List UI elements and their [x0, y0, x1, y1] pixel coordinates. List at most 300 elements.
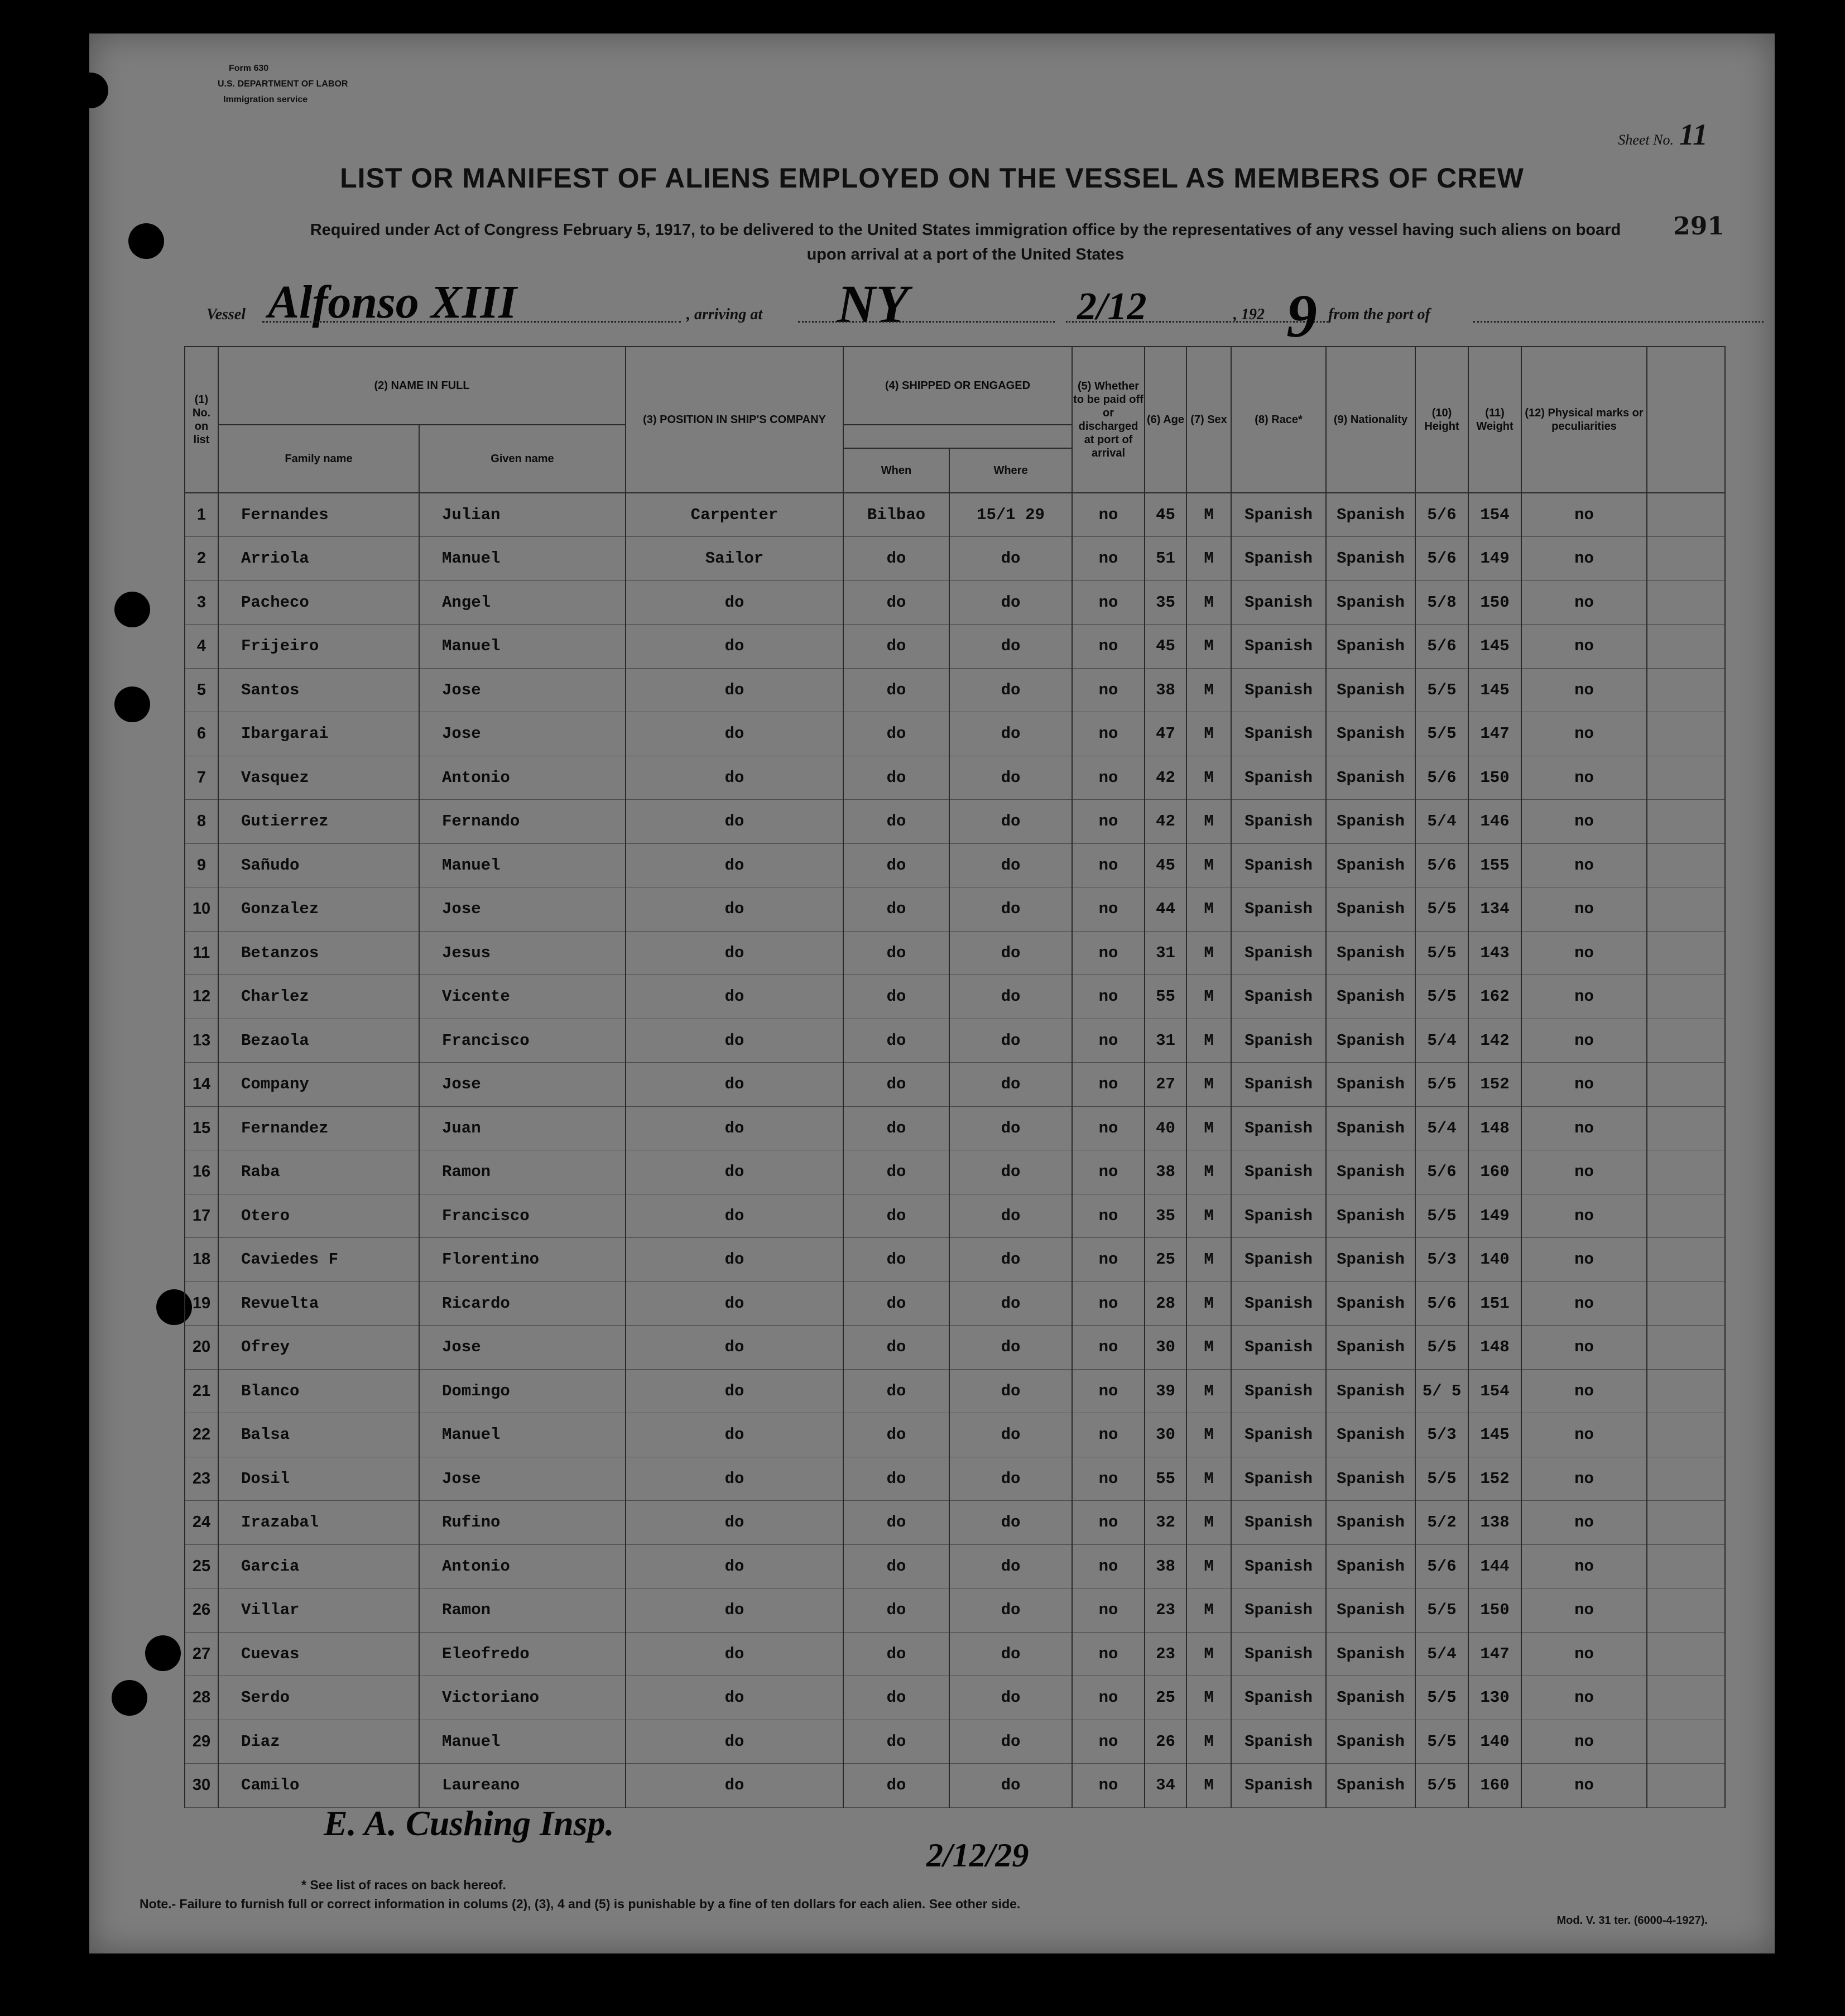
- shipped-where: do: [949, 1632, 1072, 1676]
- family-name: Ibargarai: [218, 712, 419, 756]
- position: do: [626, 1019, 843, 1063]
- shipped-where: do: [949, 800, 1072, 844]
- col-family-name: Family name: [218, 425, 419, 493]
- row-number: 7: [185, 756, 218, 800]
- height: 5/5: [1415, 931, 1468, 975]
- age: 32: [1145, 1501, 1186, 1545]
- blank-cell: [1647, 668, 1725, 712]
- page-title: LIST OR MANIFEST OF ALIENS EMPLOYED ON THE VESSEL AS MEMBERS OF CREW: [340, 162, 1524, 194]
- shipped-when: do: [843, 1720, 949, 1764]
- family-name: Company: [218, 1063, 419, 1107]
- family-name: Diaz: [218, 1720, 419, 1764]
- paid-off: no: [1072, 712, 1145, 756]
- footnote-races: * See list of races on back hereof.: [301, 1878, 506, 1892]
- col-race: (8) Race*: [1231, 347, 1326, 493]
- table-row: [185, 1063, 1725, 1107]
- height: 5/5: [1415, 712, 1468, 756]
- paid-off: no: [1072, 1238, 1145, 1282]
- age: 51: [1145, 537, 1186, 581]
- race: Spanish: [1231, 1150, 1326, 1194]
- height: 5/6: [1415, 1150, 1468, 1194]
- col-name: (2) NAME IN FULL: [218, 347, 626, 425]
- race: Spanish: [1231, 1281, 1326, 1326]
- physical-marks: no: [1521, 712, 1647, 756]
- shipped-where: do: [949, 1281, 1072, 1326]
- age: 28: [1145, 1281, 1186, 1326]
- col-height: (10) Height: [1415, 347, 1468, 493]
- nationality: Spanish: [1326, 580, 1415, 625]
- race: Spanish: [1231, 843, 1326, 887]
- height: 5/ 5: [1415, 1369, 1468, 1413]
- sex: M: [1186, 625, 1231, 669]
- shipped-where: do: [949, 1501, 1072, 1545]
- paid-off: no: [1072, 537, 1145, 581]
- shipped-when: do: [843, 1150, 949, 1194]
- col-paid-off: (5) Whether to be paid off or discharged at port of arrival: [1072, 347, 1145, 493]
- row-number: 12: [185, 975, 218, 1019]
- blank-cell: [1647, 1501, 1725, 1545]
- physical-marks: no: [1521, 1369, 1647, 1413]
- blank-cell: [1647, 1326, 1725, 1370]
- family-name: Charlez: [218, 975, 419, 1019]
- race: Spanish: [1231, 712, 1326, 756]
- nationality: Spanish: [1326, 712, 1415, 756]
- age: 55: [1145, 1457, 1186, 1501]
- sex: M: [1186, 1720, 1231, 1764]
- age: 45: [1145, 843, 1186, 887]
- family-name: Otero: [218, 1194, 419, 1238]
- col-when: When: [843, 448, 949, 493]
- shipped-when: do: [843, 843, 949, 887]
- given-name: Ramon: [419, 1150, 626, 1194]
- nationality: Spanish: [1326, 625, 1415, 669]
- age: 55: [1145, 975, 1186, 1019]
- race: Spanish: [1231, 1194, 1326, 1238]
- nationality: Spanish: [1326, 1326, 1415, 1370]
- shipped-when: do: [843, 625, 949, 669]
- physical-marks: no: [1521, 843, 1647, 887]
- race: Spanish: [1231, 1588, 1326, 1633]
- blank-cell: [1647, 1588, 1725, 1633]
- position: do: [626, 931, 843, 975]
- weight: 142: [1468, 1019, 1521, 1063]
- footnote-penalty: Note.- Failure to furnish full or correct information in colums (2), (3), 4 and (5) is punishable by a fine of ten dollars for each alien. See other side.: [140, 1897, 1021, 1911]
- sex: M: [1186, 1238, 1231, 1282]
- given-name: Antonio: [419, 1544, 626, 1588]
- sex: M: [1186, 1063, 1231, 1107]
- given-name: Julian: [419, 493, 626, 537]
- weight: 152: [1468, 1457, 1521, 1501]
- row-number: 4: [185, 625, 218, 669]
- blank-cell: [1647, 1413, 1725, 1457]
- family-name: Sañudo: [218, 843, 419, 887]
- row-number: 21: [185, 1369, 218, 1413]
- position: do: [626, 668, 843, 712]
- paid-off: no: [1072, 580, 1145, 625]
- row-number: 5: [185, 668, 218, 712]
- shipped-where: do: [949, 1413, 1072, 1457]
- nationality: Spanish: [1326, 1106, 1415, 1150]
- race: Spanish: [1231, 1326, 1326, 1370]
- family-name: Dosil: [218, 1457, 419, 1501]
- shipped-when: do: [843, 931, 949, 975]
- shipped-when: do: [843, 668, 949, 712]
- race: Spanish: [1231, 1544, 1326, 1588]
- vessel-name: Alfonso XIII: [268, 276, 517, 328]
- sex: M: [1186, 668, 1231, 712]
- age: 31: [1145, 1019, 1186, 1063]
- given-name: Ramon: [419, 1588, 626, 1633]
- row-number: 25: [185, 1544, 218, 1588]
- weight: 151: [1468, 1281, 1521, 1326]
- position: do: [626, 1632, 843, 1676]
- paid-off: no: [1072, 1457, 1145, 1501]
- physical-marks: no: [1521, 1720, 1647, 1764]
- row-number: 28: [185, 1676, 218, 1720]
- row-number: 2: [185, 537, 218, 581]
- signature-date: 2/12/29: [926, 1837, 1029, 1874]
- paid-off: no: [1072, 1720, 1145, 1764]
- table-row: [185, 931, 1725, 975]
- race: Spanish: [1231, 1457, 1326, 1501]
- position: do: [626, 800, 843, 844]
- age: 31: [1145, 931, 1186, 975]
- sex: M: [1186, 580, 1231, 625]
- age: 35: [1145, 580, 1186, 625]
- race: Spanish: [1231, 1019, 1326, 1063]
- family-name: Fernandes: [218, 493, 419, 537]
- punch-hole: [114, 687, 150, 722]
- nationality: Spanish: [1326, 1764, 1415, 1808]
- age: 42: [1145, 800, 1186, 844]
- position: do: [626, 1326, 843, 1370]
- height: 5/2: [1415, 1501, 1468, 1545]
- table-row: [185, 1544, 1725, 1588]
- col-blank: [1647, 347, 1725, 493]
- sex: M: [1186, 887, 1231, 932]
- age: 45: [1145, 493, 1186, 537]
- physical-marks: no: [1521, 975, 1647, 1019]
- weight: 154: [1468, 1369, 1521, 1413]
- weight: 145: [1468, 1413, 1521, 1457]
- paid-off: no: [1072, 625, 1145, 669]
- race: Spanish: [1231, 537, 1326, 581]
- given-name: Manuel: [419, 1720, 626, 1764]
- table-row: [185, 887, 1725, 932]
- physical-marks: no: [1521, 1326, 1647, 1370]
- paid-off: no: [1072, 975, 1145, 1019]
- year-digit: 9: [1286, 282, 1317, 350]
- row-number: 6: [185, 712, 218, 756]
- shipped-where: do: [949, 625, 1072, 669]
- race: Spanish: [1231, 975, 1326, 1019]
- physical-marks: no: [1521, 1194, 1647, 1238]
- position: do: [626, 1281, 843, 1326]
- height: 5/4: [1415, 1106, 1468, 1150]
- row-number: 30: [185, 1764, 218, 1808]
- shipped-where: 15/1 29: [949, 493, 1072, 537]
- paid-off: no: [1072, 800, 1145, 844]
- col-shipped: (4) SHIPPED OR ENGAGED: [843, 347, 1072, 425]
- shipped-where: do: [949, 843, 1072, 887]
- weight: 140: [1468, 1238, 1521, 1282]
- table-row: [185, 1457, 1725, 1501]
- footnote: [140, 1875, 1020, 1913]
- age: 42: [1145, 756, 1186, 800]
- paid-off: no: [1072, 1588, 1145, 1633]
- position: Carpenter: [626, 493, 843, 537]
- shipped-where: do: [949, 1106, 1072, 1150]
- shipped-when: do: [843, 1194, 949, 1238]
- sex: M: [1186, 843, 1231, 887]
- given-name: Manuel: [419, 625, 626, 669]
- shipped-when: do: [843, 1588, 949, 1633]
- family-name: Raba: [218, 1150, 419, 1194]
- height: 5/4: [1415, 800, 1468, 844]
- position: do: [626, 843, 843, 887]
- department-name: U.S. DEPARTMENT OF LABOR: [218, 79, 348, 89]
- table-row: [185, 843, 1725, 887]
- col-nationality: (9) Nationality: [1326, 347, 1415, 493]
- weight: 147: [1468, 1632, 1521, 1676]
- blank-cell: [1647, 1369, 1725, 1413]
- weight: 148: [1468, 1326, 1521, 1370]
- position: do: [626, 1676, 843, 1720]
- shipped-when: do: [843, 580, 949, 625]
- physical-marks: no: [1521, 931, 1647, 975]
- age: 45: [1145, 625, 1186, 669]
- nationality: Spanish: [1326, 1588, 1415, 1633]
- shipped-where: do: [949, 1764, 1072, 1808]
- age: 38: [1145, 668, 1186, 712]
- weight: 146: [1468, 800, 1521, 844]
- physical-marks: no: [1521, 1632, 1647, 1676]
- blank-cell: [1647, 887, 1725, 932]
- position: do: [626, 1369, 843, 1413]
- table-row: [185, 1281, 1725, 1326]
- physical-marks: no: [1521, 1501, 1647, 1545]
- sex: M: [1186, 1150, 1231, 1194]
- weight: 150: [1468, 756, 1521, 800]
- shipped-when: do: [843, 1457, 949, 1501]
- height: 5/4: [1415, 1632, 1468, 1676]
- sex: M: [1186, 1501, 1231, 1545]
- shipped-where: do: [949, 1063, 1072, 1107]
- position: do: [626, 1764, 843, 1808]
- physical-marks: no: [1521, 625, 1647, 669]
- height: 5/5: [1415, 1063, 1468, 1107]
- table-row: [185, 1501, 1725, 1545]
- height: 5/6: [1415, 625, 1468, 669]
- year-label: , 192: [1233, 306, 1265, 323]
- row-number: 19: [185, 1281, 218, 1326]
- sex: M: [1186, 712, 1231, 756]
- weight: 160: [1468, 1150, 1521, 1194]
- age: 35: [1145, 1194, 1186, 1238]
- blank-cell: [1647, 756, 1725, 800]
- blank-cell: [1647, 1281, 1725, 1326]
- punch-hole: [114, 592, 150, 627]
- shipped-where: do: [949, 931, 1072, 975]
- paid-off: no: [1072, 1764, 1145, 1808]
- blank-cell: [1647, 975, 1725, 1019]
- weight: 145: [1468, 625, 1521, 669]
- paid-off: no: [1072, 931, 1145, 975]
- physical-marks: no: [1521, 1281, 1647, 1326]
- paid-off: no: [1072, 756, 1145, 800]
- given-name: Manuel: [419, 843, 626, 887]
- shipped-when: do: [843, 1632, 949, 1676]
- nationality: Spanish: [1326, 1194, 1415, 1238]
- paid-off: no: [1072, 1413, 1145, 1457]
- nationality: Spanish: [1326, 975, 1415, 1019]
- physical-marks: no: [1521, 1150, 1647, 1194]
- table-row: [185, 1150, 1725, 1194]
- physical-marks: no: [1521, 887, 1647, 932]
- race: Spanish: [1231, 1238, 1326, 1282]
- given-name: Florentino: [419, 1238, 626, 1282]
- race: Spanish: [1231, 1720, 1326, 1764]
- shipped-when: do: [843, 1369, 949, 1413]
- height: 5/6: [1415, 1544, 1468, 1588]
- weight: 150: [1468, 1588, 1521, 1633]
- age: 34: [1145, 1764, 1186, 1808]
- sex: M: [1186, 1106, 1231, 1150]
- height: 5/5: [1415, 1676, 1468, 1720]
- nationality: Spanish: [1326, 1632, 1415, 1676]
- age: 38: [1145, 1544, 1186, 1588]
- position: Sailor: [626, 537, 843, 581]
- physical-marks: no: [1521, 1544, 1647, 1588]
- weight: 134: [1468, 887, 1521, 932]
- race: Spanish: [1231, 756, 1326, 800]
- nationality: Spanish: [1326, 493, 1415, 537]
- shipped-when: do: [843, 1019, 949, 1063]
- race: Spanish: [1231, 1764, 1326, 1808]
- blank-cell: [1647, 625, 1725, 669]
- family-name: Vasquez: [218, 756, 419, 800]
- shipped-when: do: [843, 1413, 949, 1457]
- blank-cell: [1647, 1720, 1725, 1764]
- race: Spanish: [1231, 625, 1326, 669]
- inspector-signature: E. A. Cushing Insp.: [324, 1803, 614, 1843]
- stamp-number: 291: [1673, 212, 1724, 241]
- weight: 149: [1468, 1194, 1521, 1238]
- shipped-when: do: [843, 756, 949, 800]
- blank-cell: [1647, 1063, 1725, 1107]
- blank-cell: [1647, 1194, 1725, 1238]
- shipped-where: do: [949, 712, 1072, 756]
- race: Spanish: [1231, 1369, 1326, 1413]
- family-name: Balsa: [218, 1413, 419, 1457]
- shipped-where: do: [949, 1326, 1072, 1370]
- age: 23: [1145, 1632, 1186, 1676]
- nationality: Spanish: [1326, 537, 1415, 581]
- sex: M: [1186, 1764, 1231, 1808]
- physical-marks: no: [1521, 493, 1647, 537]
- sex: M: [1186, 537, 1231, 581]
- row-number: 20: [185, 1326, 218, 1370]
- shipped-when: do: [843, 975, 949, 1019]
- family-name: Irazabal: [218, 1501, 419, 1545]
- physical-marks: no: [1521, 1413, 1647, 1457]
- paid-off: no: [1072, 1544, 1145, 1588]
- nationality: Spanish: [1326, 1457, 1415, 1501]
- paid-off: no: [1072, 1019, 1145, 1063]
- weight: 154: [1468, 493, 1521, 537]
- paid-off: no: [1072, 493, 1145, 537]
- height: 5/6: [1415, 843, 1468, 887]
- family-name: Gonzalez: [218, 887, 419, 932]
- given-name: Jose: [419, 1063, 626, 1107]
- sex: M: [1186, 931, 1231, 975]
- row-number: 3: [185, 580, 218, 625]
- row-number: 10: [185, 887, 218, 932]
- race: Spanish: [1231, 1676, 1326, 1720]
- blank-cell: [1647, 1544, 1725, 1588]
- shipped-when: do: [843, 1238, 949, 1282]
- given-name: Laureano: [419, 1764, 626, 1808]
- paid-off: no: [1072, 1501, 1145, 1545]
- weight: 138: [1468, 1501, 1521, 1545]
- age: 44: [1145, 887, 1186, 932]
- shipped-when: do: [843, 1544, 949, 1588]
- nationality: Spanish: [1326, 1369, 1415, 1413]
- shipped-where: do: [949, 580, 1072, 625]
- sex: M: [1186, 1588, 1231, 1633]
- sex: M: [1186, 1457, 1231, 1501]
- table-row: [185, 1326, 1725, 1370]
- table-row: [185, 580, 1725, 625]
- nationality: Spanish: [1326, 1544, 1415, 1588]
- row-number: 8: [185, 800, 218, 844]
- blank-cell: [1647, 1106, 1725, 1150]
- blank-cell: [1647, 1457, 1725, 1501]
- from-port-label: from the port of: [1328, 306, 1430, 323]
- height: 5/5: [1415, 1720, 1468, 1764]
- position: do: [626, 756, 843, 800]
- weight: 155: [1468, 843, 1521, 887]
- blank-cell: [1647, 843, 1725, 887]
- nationality: Spanish: [1326, 1676, 1415, 1720]
- weight: 140: [1468, 1720, 1521, 1764]
- weight: 149: [1468, 537, 1521, 581]
- given-name: Jesus: [419, 931, 626, 975]
- height: 5/3: [1415, 1413, 1468, 1457]
- paid-off: no: [1072, 1150, 1145, 1194]
- position: do: [626, 625, 843, 669]
- position: do: [626, 580, 843, 625]
- position: do: [626, 1720, 843, 1764]
- physical-marks: no: [1521, 1764, 1647, 1808]
- paid-off: no: [1072, 843, 1145, 887]
- physical-marks: no: [1521, 1457, 1647, 1501]
- height: 5/6: [1415, 493, 1468, 537]
- row-number: 15: [185, 1106, 218, 1150]
- age: 26: [1145, 1720, 1186, 1764]
- table-row: [185, 625, 1725, 669]
- physical-marks: no: [1521, 1676, 1647, 1720]
- table-row: [185, 1369, 1725, 1413]
- height: 5/5: [1415, 1588, 1468, 1633]
- nationality: Spanish: [1326, 1720, 1415, 1764]
- form-number: Form 630: [229, 64, 269, 73]
- nationality: Spanish: [1326, 843, 1415, 887]
- position: do: [626, 1457, 843, 1501]
- crew-rows: [185, 493, 1725, 1807]
- position: do: [626, 1194, 843, 1238]
- table-row: [185, 1019, 1725, 1063]
